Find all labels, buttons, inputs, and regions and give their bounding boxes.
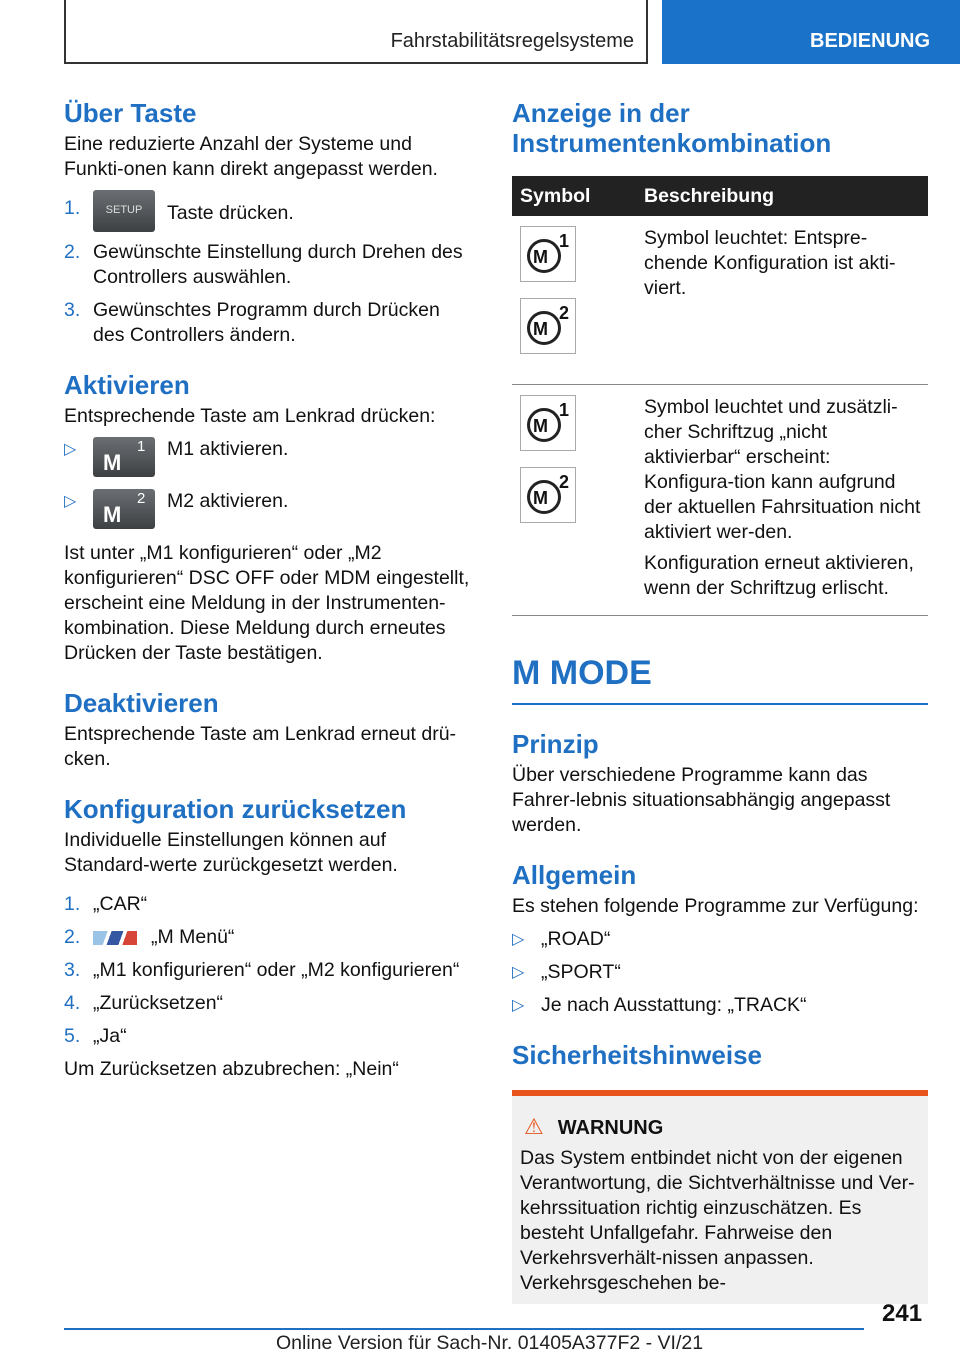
list-item (512, 993, 928, 1018)
step-text: „Ja“ (93, 1025, 127, 1047)
heading-ueber-taste: Über Taste (64, 98, 197, 128)
description-text: Symbol leuchtet: Entspre-chende Konfiguration ist akti-viert. (644, 227, 896, 299)
table-row (512, 385, 928, 616)
step-number: 3. (64, 959, 81, 981)
description-text: Symbol leuchtet und zusätzli-cher Schriftzug „nicht aktivierbar“ erscheint: Konfigura-tion kann aufgrund der aktuellen Fahrsituation nicht aktiviert wer-den. (644, 396, 921, 543)
m2-indicator-icon: M 2 (520, 298, 576, 354)
list-item (64, 196, 474, 232)
section-title: Fahrstabilitätsregelsysteme (390, 30, 634, 52)
header-box (64, 0, 648, 64)
bullet-icon: ▷ (64, 441, 77, 458)
footer-text: Online Version für Sach-Nr. 01405A377F2 - VI/21 (276, 1332, 704, 1354)
deaktivieren-text: Entsprechende Taste am Lenkrad erneut drü-cken. (64, 723, 457, 770)
symbol-table (512, 176, 928, 616)
list-item (64, 925, 474, 950)
list-item (64, 298, 474, 348)
step-number: 5. (64, 1025, 81, 1047)
aktivieren-intro: Entsprechende Taste am Lenkrad drücken: (64, 405, 436, 427)
aktivieren-note: Ist unter „M1 konfigurieren“ oder „M2 konfigurieren“ DSC OFF oder MDM eingestellt, erscheint eine Meldung in der Instrumenten-kombination. Diese Meldung durch erneutes Drücken der Taste bestätigen. (64, 542, 470, 664)
step-number: 1. (64, 197, 81, 219)
heading-mmode: M MODE (512, 654, 928, 705)
item-text: „SPORT“ (541, 961, 621, 983)
list-item (64, 958, 474, 983)
warning-text: Das System entbindet nicht von der eigenen Verantwortung, die Sichtverhältnisse und Ver-kehrssituation richtig einzuschätzen. Es besteht Unfallgefahr. Fahrweise den Verkehrsverhält-nissen anpassen. Verkehrsgeschehen be- (520, 1147, 915, 1294)
description-cell (636, 216, 928, 385)
bullet-icon: ▷ (512, 997, 525, 1014)
description-cell (636, 385, 928, 616)
list-item (64, 991, 474, 1016)
step-text: Gewünschtes Programm durch Drücken des Controllers ändern. (93, 299, 440, 346)
table-header-row (512, 176, 928, 216)
step-text: Gewünschte Einstellung durch Drehen des Controllers auswählen. (93, 241, 463, 288)
allgemein-intro: Es stehen folgende Programme zur Verfügung: (512, 895, 919, 917)
heading-deaktivieren: Deaktivieren (64, 688, 219, 718)
step-text: Taste drücken. (167, 202, 294, 225)
m1-button-icon: M 1 (93, 437, 155, 477)
table-header-beschreibung: Beschreibung (636, 176, 928, 216)
left-column (64, 98, 474, 1082)
item-text: M1 aktivieren. (167, 438, 289, 460)
konfiguration-steps (64, 892, 474, 1049)
step-text: „CAR“ (93, 893, 148, 915)
konfiguration-cancel: Um Zurücksetzen abzubrechen: „Nein“ (64, 1058, 399, 1080)
warning-title: ⚠ WARNUNG (524, 1114, 664, 1139)
chapter-tab[interactable] (662, 0, 960, 64)
symbol-cell (512, 216, 636, 385)
list-item (64, 437, 474, 477)
step-text: „M1 konfigurieren“ oder „M2 konfigurieren“ (93, 959, 460, 981)
setup-button-icon: SETUP (93, 190, 155, 232)
list-item (64, 489, 474, 529)
heading-sicherheit: Sicherheitshinweise (512, 1040, 762, 1070)
table-row (512, 216, 928, 385)
page-number: 241 (882, 1300, 923, 1327)
footer-divider (64, 1328, 864, 1330)
item-text: Je nach Ausstattung: „TRACK“ (541, 994, 807, 1016)
bullet-icon: ▷ (512, 964, 525, 981)
description-text: Konfiguration erneut aktivieren, wenn der Schriftzug erlischt. (644, 552, 914, 599)
program-list (512, 927, 928, 1018)
m1-indicator-icon: M 1 (520, 395, 576, 451)
list-item (64, 240, 474, 290)
aktivieren-items (64, 437, 474, 529)
step-number: 1. (64, 893, 81, 915)
m-stripes-icon (93, 931, 137, 945)
m2-indicator-icon: M 2 (520, 467, 576, 523)
ueber-taste-intro: Eine reduzierte Anzahl der Systeme und Funkti-onen kann direkt angepasst werden. (64, 133, 438, 180)
step-number: 4. (64, 992, 81, 1014)
ueber-taste-steps (64, 196, 474, 348)
item-text: M2 aktivieren. (167, 490, 289, 512)
m1-indicator-icon: M 1 (520, 226, 576, 282)
warning-box (512, 1090, 928, 1304)
item-text: „ROAD“ (541, 928, 611, 950)
konfiguration-intro: Individuelle Einstellungen können auf Standard-werte zurückgesetzt werden. (64, 829, 398, 876)
m2-button-icon: M 2 (93, 489, 155, 529)
right-column (512, 98, 928, 1304)
step-text: „M Menü“ (151, 926, 235, 948)
step-text: „Zurücksetzen“ (93, 992, 224, 1014)
heading-prinzip: Prinzip (512, 729, 599, 759)
list-item (512, 927, 928, 952)
list-item (64, 892, 474, 917)
step-number: 3. (64, 299, 81, 321)
prinzip-text: Über verschiedene Programme kann das Fahrer-lebnis situationsabhängig angepasst werden. (512, 764, 891, 836)
warning-icon: ⚠ (524, 1114, 544, 1139)
chapter-tab-label: BEDIENUNG (810, 30, 931, 52)
list-item (64, 1024, 474, 1049)
list-item (512, 960, 928, 985)
symbol-cell (512, 385, 636, 616)
heading-aktivieren: Aktivieren (64, 370, 190, 400)
heading-konfiguration: Konfiguration zurücksetzen (64, 794, 407, 824)
bullet-icon: ▷ (512, 931, 525, 948)
step-number: 2. (64, 241, 81, 263)
bullet-icon: ▷ (64, 493, 77, 510)
table-header-symbol: Symbol (512, 176, 636, 216)
heading-anzeige: Anzeige in der Instrumentenkombination (512, 98, 832, 158)
step-number: 2. (64, 926, 81, 948)
heading-allgemein: Allgemein (512, 860, 637, 890)
